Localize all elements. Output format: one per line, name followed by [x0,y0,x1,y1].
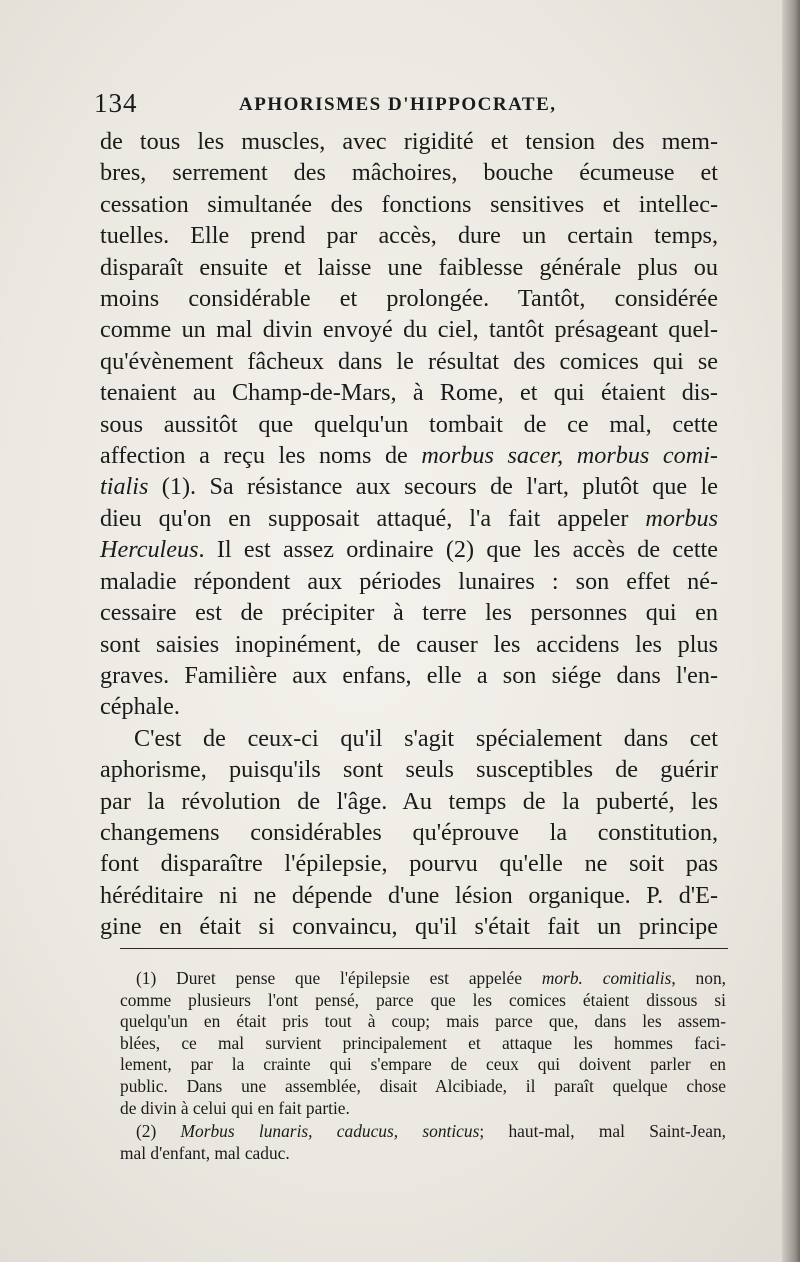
latin-term: tialis [100,473,149,501]
running-title: APHORISMES D'HIPPOCRATE, [239,94,557,115]
paragraph-1 [100,126,718,723]
text-line: sous aussitôt que quelqu'un tombait de ce mal, cette [100,410,718,438]
footnote-line: comme plusieurs l'ont pensé, parce que les comices étaient dissous si [120,989,726,1010]
page-edge-shadow [782,0,800,1262]
text-line: changemens considérables qu'éprouve la constitution, [100,818,718,846]
text-line: tuelles. Elle prend par accès, dure un certain temps, [100,222,718,250]
running-header [94,88,734,122]
text-line: comme un mal divin envoyé du ciel, tantôt présageant quel- [100,316,718,344]
text-line: aphorisme, puisqu'ils sont seuls susceptibles de guérir [100,756,718,784]
footnote-line: blées, ce mal survient principalement et attaque les hommes faci- [120,1032,726,1053]
text-line: graves. Familière aux enfans, elle a son siége dans l'en- [100,661,718,689]
footnote-line: public. Dans une assemblée, disait Alcibiade, il paraît quelque chose [120,1075,726,1096]
latin-term: morb. comitialis [541,968,672,988]
text-run: (1) Duret pense que l'épilepsie est appelée [136,968,542,988]
footnote-line: de divin à celui qui en fait partie. [120,1097,350,1118]
main-text [100,126,718,943]
latin-term: Morbus lunaris, caducus, sonticus [180,1121,480,1142]
footnote-line [120,968,726,990]
text-line: sont saisies inopinément, de causer les accidens les plus [100,630,718,658]
text-line: gine en était si convaincu, qu'il s'était fait un principe [100,913,718,941]
latin-term: Herculeus [100,536,199,564]
text-line: moins considérable et prolongée. Tantôt, considérée [100,285,718,313]
text-line [100,440,718,471]
text-run: (2) [136,1121,181,1142]
text-line: font disparaître l'épilepsie, pourvu qu'elle ne soit pas [100,850,718,878]
paragraph-2 [100,723,718,943]
footnote-line: mal d'enfant, mal caduc. [120,1142,290,1163]
footnote-1 [120,968,726,1119]
text-line: héréditaire ni ne dépende d'une lésion organique. P. d'E- [100,881,718,909]
text-line: maladie répondent aux périodes lunaires : son effet né- [100,567,718,595]
text-line: qu'évènement fâcheux dans le résultat des comices qui se [100,347,718,375]
text-line: bres, serrement des mâchoires, bouche écumeuse et [100,159,718,187]
footnote-line: quelqu'un en était pris tout à coup; mais parce que, dans les assem- [120,1011,726,1032]
text-line: tenaient au Champ-de-Mars, à Rome, et qui étaient dis- [100,379,718,407]
latin-term: morbus sacer, morbus comi- [421,442,718,470]
latin-term: morbus [645,504,718,532]
footnote-2 [120,1121,726,1164]
text-line: disparaît ensuite et laisse une faiblesse générale plus ou [100,253,718,281]
text-run: . Il est assez ordinaire (2) que les accès de cette [198,536,718,564]
page-number: 134 [94,88,138,118]
text-run: ; haut-mal, mal Saint-Jean, [479,1121,726,1142]
text-line: par la révolution de l'âge. Au temps de la puberté, les [100,787,718,815]
text-run: , non, [671,968,726,988]
text-line: cessation simultanée des fonctions sensitives et intellec- [100,190,718,218]
footnote-divider [120,948,728,949]
footnote-line: lement, par la crainte qui s'empare de ceux qui doivent parler en [120,1054,726,1075]
text-run: affection a reçu les noms de [100,442,422,470]
text-line [100,471,718,502]
text-line [100,503,718,534]
text-run: dieu qu'on en supposait attaqué, l'a fait appeler [100,504,646,532]
text-run: (1). Sa résistance aux secours de l'art, plutôt que le [148,473,718,501]
text-line [100,534,718,565]
footnotes [120,968,726,1166]
text-line: C'est de ceux-ci qu'il s'agit spécialement dans cet [134,724,718,752]
text-line: de tous les muscles, avec rigidité et tension des mem- [100,128,718,155]
footnote-line [120,1121,726,1143]
text-line: céphale. [100,693,180,721]
text-line: cessaire est de précipiter à terre les personnes qui en [100,599,718,627]
